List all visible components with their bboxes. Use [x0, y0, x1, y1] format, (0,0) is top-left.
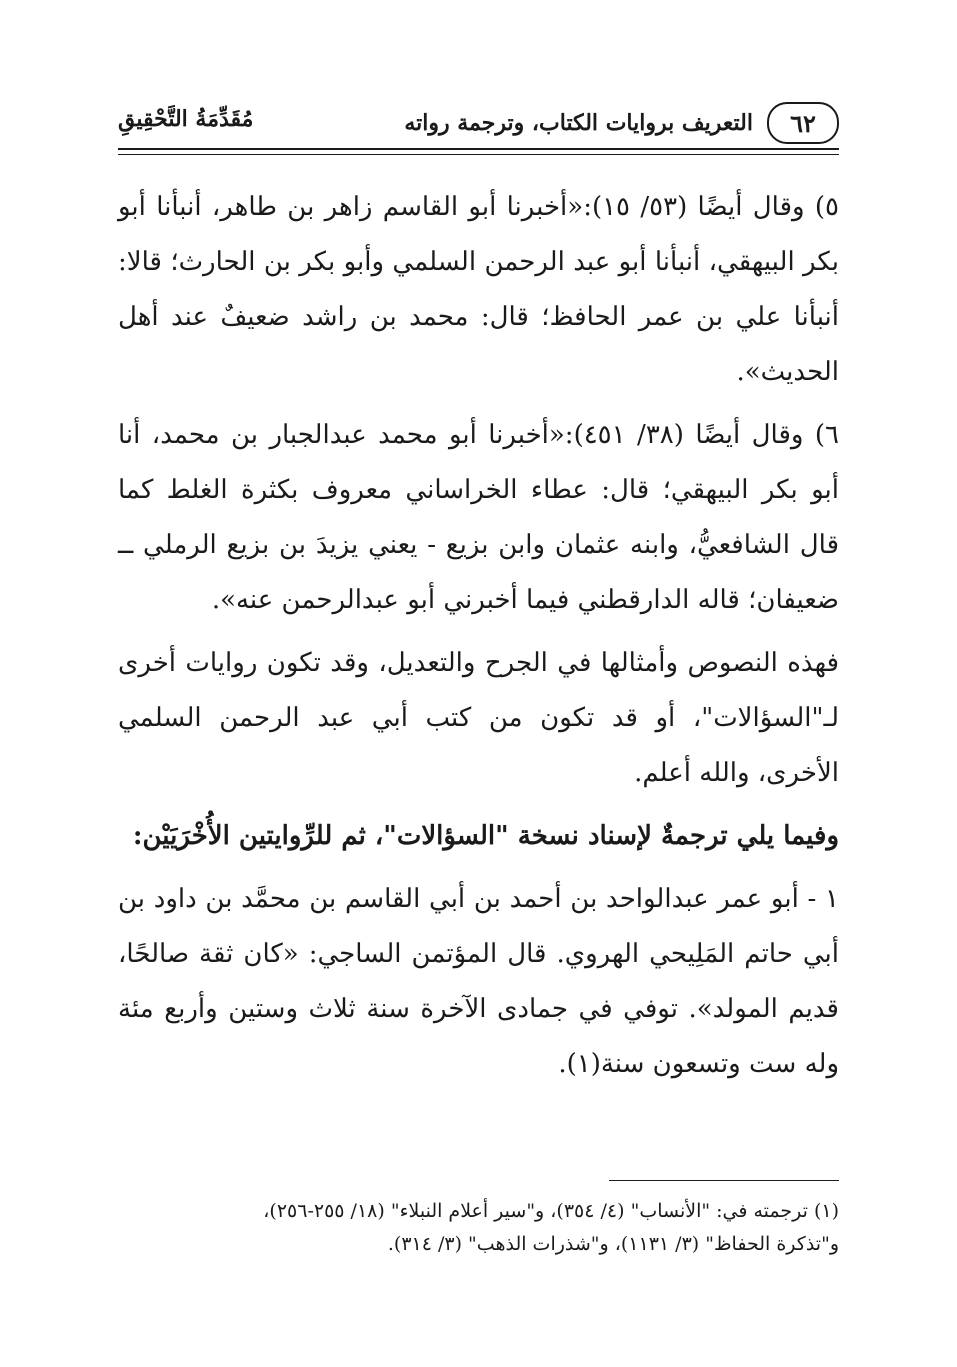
header-rule-thin — [118, 154, 839, 155]
header-right — [404, 102, 839, 144]
paragraph-commentary: فهذه النصوص وأمثالها في الجرح والتعديل، وقد تكون روايات أخرى لـ"السؤالات"، أو قد تكون من كتب أبي عبد الرحمن السلمي الأخرى، والله أعلم. — [118, 648, 839, 788]
main-text — [118, 180, 839, 1100]
section-heading: وفيما يلي ترجمةٌ لإسناد نسخة "السؤالات"، ثم للرِّوايتين الأُخْرَيَيْن: — [132, 821, 839, 851]
header-rule — [118, 148, 839, 150]
page-header — [118, 92, 839, 152]
footnote — [118, 1195, 839, 1261]
page-number: ٦٢ — [767, 102, 839, 144]
paragraph-5: ٥) وقال أيضًا (٥٣/ ١٥):«أخبرنا أبو القاسم زاهر بن طاهر، أنبأنا أبو بكر البيهقي، أنبأنا أبو عبد الرحمن السلمي وأبو بكر بن الحارث؛ قالا: أنبأنا علي بن عمر الحافظ؛ قال: محمد بن راشد ضعيفٌ عند أهل الحديث». — [118, 192, 839, 387]
running-title: التعريف بروايات الكتاب، وترجمة رواته — [404, 110, 753, 136]
footnote-line-1: (١) ترجمته في: "الأنساب" (٤/ ٣٥٤)، و"سير أعلام النبلاء" (١٨/ ٢٥٥-٢٥٦)، — [263, 1200, 839, 1222]
paragraph-6: ٦) وقال أيضًا (٣٨/ ٤٥١):«أخبرنا أبو محمد عبدالجبار بن محمد، أنا أبو بكر البيهقي؛ قال: عطاء الخراساني معروف بكثرة الغلط كما قال الشافعيُّ، وابنه عثمان وابن بزيع - يعني يزيدَ بن بزيع الرملي ــ ضعيفان؛ قاله الدارقطني فيما أخبرني أبو عبدالرحمن عنه». — [118, 420, 839, 615]
section-title: مُقَدِّمَةُ التَّحْقِيقِ — [118, 106, 254, 132]
paragraph-biography-1: ١ - أبو عمر عبدالواحد بن أحمد بن أبي القاسم بن محمَّد بن داود بن أبي حاتم المَلِيحي الهروي. قال المؤتمن الساجي: «كان ثقة صالحًا، قديم المولد». توفي في جمادى الآخرة سنة ثلاث وستين وأربع مئة وله ست وتسعون سنة(١). — [118, 884, 839, 1079]
footnote-rule — [609, 1180, 839, 1181]
footnote-line-2: و"تذكرة الحفاظ" (٣/ ١١٣١)، و"شذرات الذهب" (٣/ ٣١٤). — [387, 1233, 839, 1255]
